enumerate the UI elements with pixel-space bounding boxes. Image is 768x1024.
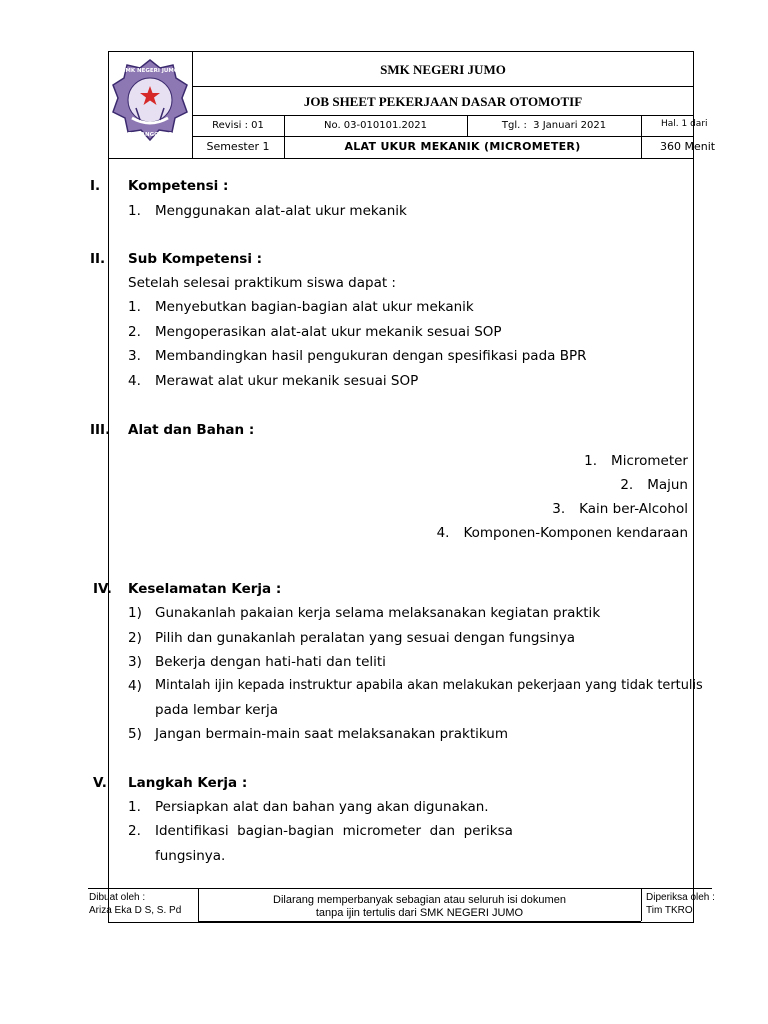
made-by-label: Dibuat oleh :	[89, 892, 146, 903]
logo-text-top: SMK NEGERI JUMO	[121, 68, 179, 74]
list-number: 4)	[128, 678, 142, 694]
footer-divider	[641, 888, 642, 921]
list-number: 5)	[128, 726, 142, 742]
copyright-notice-line2: tanpa ijin tertulis dari SMK NEGERI JUMO	[315, 907, 524, 919]
doc-number-cell: No. 03-010101.2021	[324, 120, 427, 131]
list-number: 1.	[128, 299, 141, 315]
copyright-notice-line1: Dilarang memperbanyak sebagian atau seluruh isi dokumen	[273, 894, 566, 906]
checked-by-label: Diperiksa oleh :	[646, 892, 715, 903]
list-item-text: Micrometer	[611, 453, 688, 469]
list-item	[400, 455, 688, 479]
date-cell: Tgl. : 3 Januari 2021	[501, 120, 607, 131]
list-item: Merawat alat ukur mekanik sesuai SOP	[155, 373, 419, 389]
list-item	[400, 527, 688, 551]
list-item: Mintalah ijin kepada instruktur apabila akan melakukan pekerjaan yang tidak tertulis	[155, 678, 703, 693]
page-cell: Hal. 1 dari	[661, 119, 708, 129]
school-name: SMK NEGERI JUMO	[380, 62, 506, 77]
list-item-text: Komponen-Komponen kendaraan	[463, 525, 688, 541]
list-number: 3.	[552, 501, 566, 517]
section-numeral: I.	[90, 178, 101, 194]
list-number: 3.	[128, 348, 141, 364]
header-line	[192, 136, 694, 137]
section-title-keselamatan: Keselamatan Kerja :	[128, 581, 282, 597]
header-line	[108, 158, 694, 159]
list-number: 1)	[128, 605, 142, 621]
duration-cell: 360 Menit	[660, 140, 716, 153]
checked-by-name: Tim TKRO	[646, 905, 693, 916]
list-number: 4.	[436, 525, 450, 541]
list-item: Menyebutkan bagian-bagian alat ukur mekanik	[155, 299, 474, 315]
list-item-text: Majun	[647, 477, 688, 493]
section-intro: Setelah selesai praktikum siswa dapat :	[128, 275, 396, 291]
semester-cell: Semester 1	[206, 140, 270, 153]
footer-line	[198, 921, 641, 922]
list-item: Pilih dan gunakanlah peralatan yang sesuai dengan fungsinya	[155, 630, 576, 646]
header-line	[192, 86, 694, 87]
section-title-sub-kompetensi: Sub Kompetensi :	[128, 251, 263, 267]
list-item-continuation: fungsinya.	[155, 848, 226, 864]
list-item: Gunakanlah pakaian kerja selama melaksanakan kegiatan praktik	[155, 605, 601, 621]
section-numeral: V.	[93, 775, 107, 791]
logo-text-bottom: TEMANGGUNG	[127, 132, 173, 138]
section-title-alat-bahan: Alat dan Bahan :	[128, 422, 255, 438]
list-item-text: Kain ber-Alcohol	[579, 501, 688, 517]
document-title: JOB SHEET PEKERJAAN DASAR OTOMOTIF	[303, 94, 583, 109]
subject-cell: ALAT UKUR MEKANIK (MICROMETER)	[344, 140, 581, 153]
revision-cell: Revisi : 01	[212, 120, 264, 131]
list-number: 4.	[128, 373, 141, 389]
list-item: Persiapkan alat dan bahan yang akan digunakan.	[155, 799, 489, 815]
list-number: 1.	[128, 799, 141, 815]
list-number: 2.	[128, 324, 141, 340]
list-number: 2)	[128, 630, 142, 646]
header-line	[192, 115, 694, 116]
list-item: Identifikasi bagian-bagian micrometer dan periksa	[155, 823, 513, 839]
list-number: 2.	[128, 823, 141, 839]
section-numeral: III.	[90, 422, 111, 438]
list-item: Menggunakan alat-alat ukur mekanik	[155, 203, 407, 219]
section-title-langkah-kerja: Langkah Kerja :	[128, 775, 248, 791]
footer-line	[88, 888, 712, 889]
tools-list	[400, 455, 688, 551]
list-number: 1.	[128, 203, 141, 219]
list-item: Jangan bermain-main saat melaksanakan praktikum	[155, 726, 508, 742]
list-number: 1.	[584, 453, 598, 469]
section-numeral: II.	[90, 251, 106, 267]
list-item: Mengoperasikan alat-alat ukur mekanik sesuai SOP	[155, 324, 502, 340]
list-item: Bekerja dengan hati-hati dan teliti	[155, 654, 386, 670]
list-item-continuation: pada lembar kerja	[155, 702, 279, 718]
section-title-kompetensi: Kompetensi :	[128, 178, 229, 194]
section-numeral: IV.	[93, 581, 112, 597]
list-item	[400, 503, 688, 527]
list-item: Membandingkan hasil pengukuran dengan spesifikasi pada BPR	[155, 348, 587, 364]
school-logo	[110, 58, 190, 150]
list-item	[400, 479, 688, 503]
list-number: 3)	[128, 654, 142, 670]
list-number: 2.	[620, 477, 634, 493]
made-by-name: Ariza Eka D S, S. Pd	[89, 905, 182, 916]
